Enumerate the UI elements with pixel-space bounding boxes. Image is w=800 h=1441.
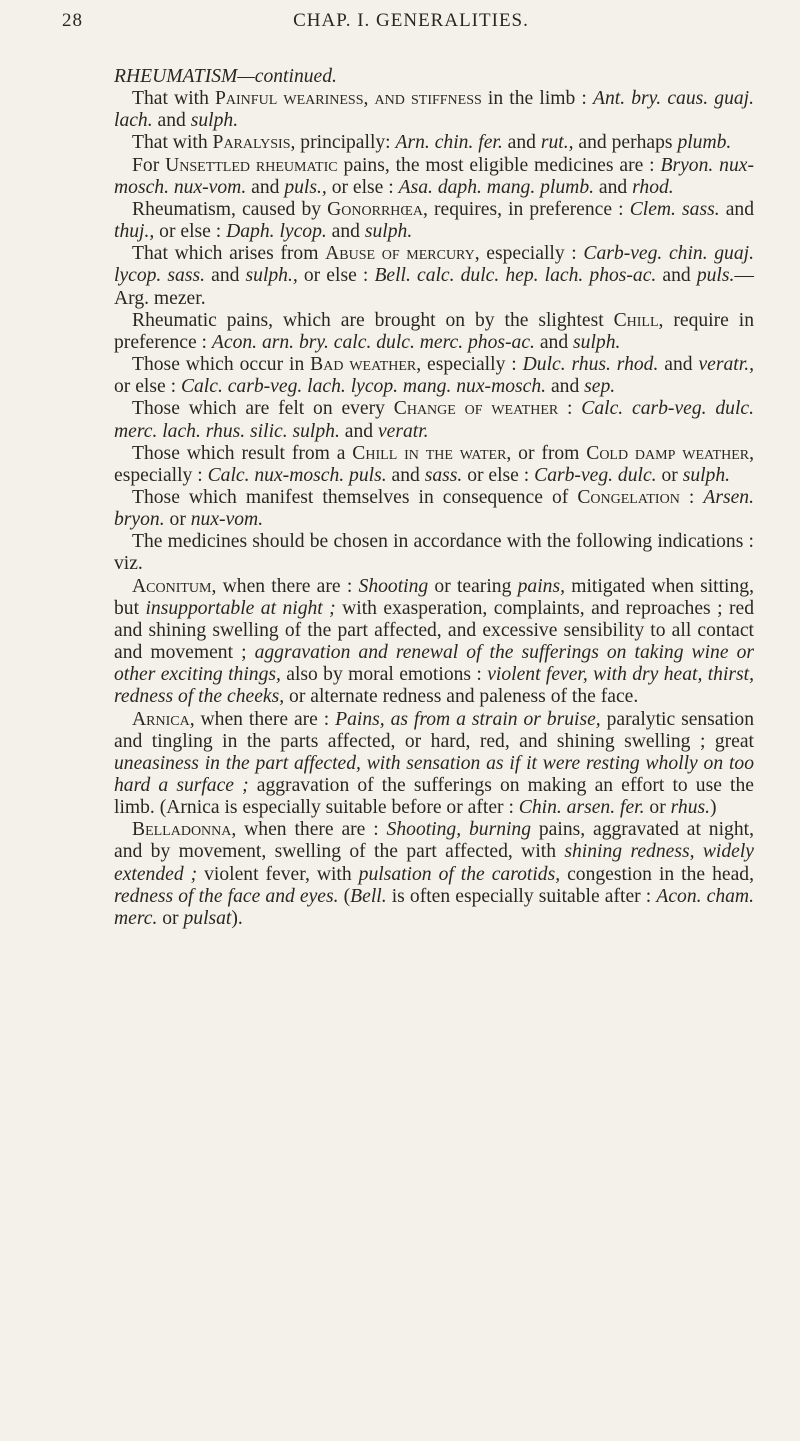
- text-run: especially :: [421, 354, 523, 376]
- paragraph: [114, 310, 754, 354]
- text-run: in the limb :: [481, 88, 594, 110]
- small-caps-text: Bad weather,: [310, 354, 422, 376]
- small-caps-text: Arnica,: [132, 708, 195, 730]
- small-caps-text: Painful weariness, and stiffness: [215, 88, 482, 110]
- remedy-text: veratr.,: [698, 354, 754, 376]
- text-run: That which arises from: [132, 243, 326, 265]
- remedy-text: Arn. chin. fer.: [395, 132, 503, 154]
- remedy-text: veratr.: [377, 420, 429, 442]
- paragraph: [114, 132, 754, 154]
- text-run: require in preference :: [114, 309, 754, 353]
- text-run: when there are :: [216, 575, 359, 597]
- remedy-text: Daph. lycop.: [226, 221, 327, 243]
- text-run: or tearing: [428, 575, 518, 597]
- paragraph: [114, 354, 754, 398]
- remedy-text: sulph.: [682, 464, 731, 486]
- remedy-text: Pains, as from a strain or bruise,: [335, 708, 601, 730]
- remedy-text: Calc. carb-veg. lach. lycop. mang. nux-mosch.: [180, 376, 547, 398]
- text-run: especially :: [479, 243, 584, 265]
- remedy-text: puls.: [696, 265, 735, 287]
- paragraph: [114, 243, 754, 309]
- text-run: or: [644, 797, 671, 819]
- paragraph: [114, 487, 754, 531]
- remedy-text: aggravation and renewal of the sufferings on taking wine or other exciting things,: [114, 642, 754, 686]
- text-run: with exasperation, complaints, and reproaches ; red and shining swelling of the part affected, and excessive sensibility to all contact and movement ;: [114, 597, 754, 664]
- remedy-text: shining redness, widely extended ;: [114, 841, 754, 885]
- text-run: Those which result from a: [132, 442, 353, 464]
- text-run: and: [719, 198, 754, 220]
- remedy-text: Shooting, burning: [386, 819, 532, 841]
- body-text: [114, 66, 754, 930]
- paragraph: [114, 398, 754, 442]
- page-header: [62, 10, 760, 38]
- text-run: That with: [132, 132, 213, 154]
- remedy-text: rhod.: [632, 176, 674, 198]
- remedy-text: Shooting: [358, 575, 429, 597]
- text-run: ): [710, 797, 717, 819]
- text-run: ).: [231, 907, 243, 929]
- text-run: and: [152, 110, 191, 132]
- text-run: pains, the most eligible medicines are :: [337, 154, 661, 176]
- text-run: Those which manifest themselves in consequence of: [132, 486, 578, 508]
- small-caps-text: Belladonna,: [132, 819, 237, 841]
- remedy-text: sulph.: [364, 221, 413, 243]
- section-title-text: RHEUMATISM—continued.: [114, 66, 337, 87]
- remedy-text: redness of the face and eyes.: [114, 885, 339, 907]
- small-caps-text: Unsettled rheumatic: [165, 154, 338, 176]
- text-run: [572, 398, 581, 419]
- remedy-text: puls.,: [284, 176, 327, 198]
- paragraph: [114, 443, 754, 487]
- remedy-text: Carb-veg. chin. guaj. lycop. sass.: [114, 243, 754, 287]
- text-run: aggravation of the sufferings on making an effort to use the limb. (Arnica is especially suitable before or after :: [114, 775, 754, 819]
- remedy-text: rut.,: [540, 132, 574, 154]
- remedy-text: pulsation of the carotids,: [358, 863, 561, 885]
- text-run: or else :: [297, 265, 375, 287]
- remedy-text: Clem. sass.: [629, 198, 720, 220]
- remedy-text: insupportable at night ;: [145, 597, 336, 619]
- remedy-text: Acon. cham. merc.: [114, 885, 754, 929]
- remedy-text: sulph.: [573, 331, 621, 353]
- remedy-text: rhus.: [670, 797, 711, 819]
- remedy-text: Carb-veg. dulc.: [534, 464, 657, 486]
- small-caps-text: Congelation :: [577, 486, 695, 508]
- remedy-text: uneasiness in the part affected, with sensation as if it were resting wholly on too hard a surface ;: [114, 752, 754, 796]
- text-run: requires, in preference :: [427, 198, 630, 220]
- text-run: when there are :: [236, 819, 387, 841]
- remedy-text: Bell. calc. dulc. hep. lach. phos-ac.: [374, 265, 657, 287]
- paragraph: [114, 88, 754, 132]
- remedy-text: Asa. daph. mang. plumb.: [398, 176, 595, 198]
- text-run: and perhaps: [573, 132, 678, 154]
- text-run: or: [157, 907, 184, 929]
- remedy-text: Ant. bry. caus. guaj. lach.: [114, 88, 755, 132]
- remedy-text: Calc. nux-mosch. puls.: [207, 464, 387, 486]
- text-run: or: [656, 464, 683, 486]
- text-run: mitigated when sitting, but: [114, 575, 754, 619]
- page-number: 28: [62, 10, 83, 31]
- text-run: or from: [511, 442, 587, 464]
- text-run: principally:: [295, 132, 396, 154]
- text-run: and: [546, 376, 585, 398]
- text-run: pains, aggravated at night, and by movement, swelling of the part affected, with: [114, 819, 754, 863]
- remedy-text: sulph.,: [245, 265, 298, 287]
- remedy-text: Calc. carb-veg. dulc. merc. lach. rhus. silic. sulph.: [114, 398, 754, 442]
- text-run: (: [338, 885, 351, 907]
- text-run: Those which are felt on every: [132, 398, 394, 420]
- paragraph: [114, 155, 754, 199]
- remedy-text: Bryon. nux-mosch. nux-vom.: [114, 154, 754, 198]
- small-caps-text: Aconitum,: [132, 575, 217, 597]
- text-run: Rheumatic pains, which are brought on by the slightest: [132, 309, 614, 331]
- text-run: —Arg. mezer.: [114, 265, 754, 309]
- text-run: paralytic sensation and tingling in the parts affected, or hard, red, and shining swelling ; great: [114, 708, 754, 752]
- text-run: and: [594, 176, 633, 198]
- text-run: congestion in the head,: [560, 863, 754, 885]
- text-run: or alternate redness and paleness of the face.: [284, 686, 639, 708]
- text-run: and: [656, 265, 697, 287]
- remedy-text: pulsat: [183, 907, 232, 929]
- section-title: [114, 66, 754, 88]
- text-run: and: [386, 464, 425, 486]
- small-caps-text: Paralysis,: [212, 132, 296, 154]
- small-caps-text: Chill,: [613, 309, 664, 331]
- text-run: and: [339, 420, 378, 442]
- small-caps-text: Cold damp weather,: [586, 442, 755, 464]
- remedy-text: Bell.: [350, 885, 387, 907]
- running-title: CHAP. I. GENERALITIES.: [293, 10, 529, 31]
- remedy-text: plumb.: [677, 132, 732, 154]
- text-run: and: [326, 221, 365, 243]
- remedy-text: sulph.: [190, 110, 239, 132]
- text-run: or: [164, 509, 191, 531]
- remedy-text: Arsen. bryon.: [114, 486, 754, 531]
- paragraph: [114, 531, 754, 575]
- paragraph: [114, 199, 754, 243]
- text-run: also by moral emotions :: [280, 664, 488, 686]
- remedy-text: pains,: [517, 575, 565, 597]
- small-caps-text: Gonorrhœa,: [327, 198, 428, 220]
- text-run: violent fever, with: [197, 863, 359, 885]
- small-caps-text: Chill in the water,: [352, 442, 512, 464]
- text-run: That with: [132, 88, 216, 110]
- remedy-text: sass.: [424, 464, 463, 486]
- paragraph: [114, 576, 754, 709]
- text-run: and: [534, 331, 574, 353]
- paragraph: [114, 709, 754, 820]
- text-run: or else :: [326, 176, 399, 198]
- text-run: and: [658, 354, 699, 376]
- text-run: For: [132, 154, 166, 176]
- text-run: or else :: [154, 221, 227, 243]
- text-run: Those which occur in: [132, 354, 311, 376]
- text-run: and: [246, 176, 285, 198]
- remedy-text: sep.: [584, 376, 616, 398]
- text-run: or else :: [114, 376, 181, 398]
- remedy-text: Dulc. rhus. rhod.: [522, 354, 659, 376]
- small-caps-text: Change of weather :: [393, 398, 573, 420]
- remedy-text: thuj.,: [114, 221, 155, 243]
- text-run: The medicines should be chosen in accordance with the following indications : viz.: [114, 531, 754, 575]
- text-run: is often especially suitable after :: [386, 885, 657, 907]
- remedy-text: violent fever, with dry heat, thirst, redness of the cheeks,: [114, 664, 754, 708]
- remedy-text: Chin. arsen. fer.: [518, 797, 645, 819]
- remedy-text: Acon. arn. bry. calc. dulc. merc. phos-ac.: [211, 331, 535, 353]
- text-run: and: [502, 132, 541, 154]
- text-run: when there are :: [194, 708, 336, 730]
- remedy-text: nux-vom.: [190, 509, 264, 531]
- text-run: or else :: [462, 464, 535, 486]
- small-caps-text: Abuse of mercury,: [325, 243, 480, 265]
- text-run: Rheumatism, caused by: [132, 198, 328, 220]
- paragraph: [114, 819, 754, 930]
- text-run: especially :: [114, 464, 208, 486]
- text-run: and: [205, 265, 246, 287]
